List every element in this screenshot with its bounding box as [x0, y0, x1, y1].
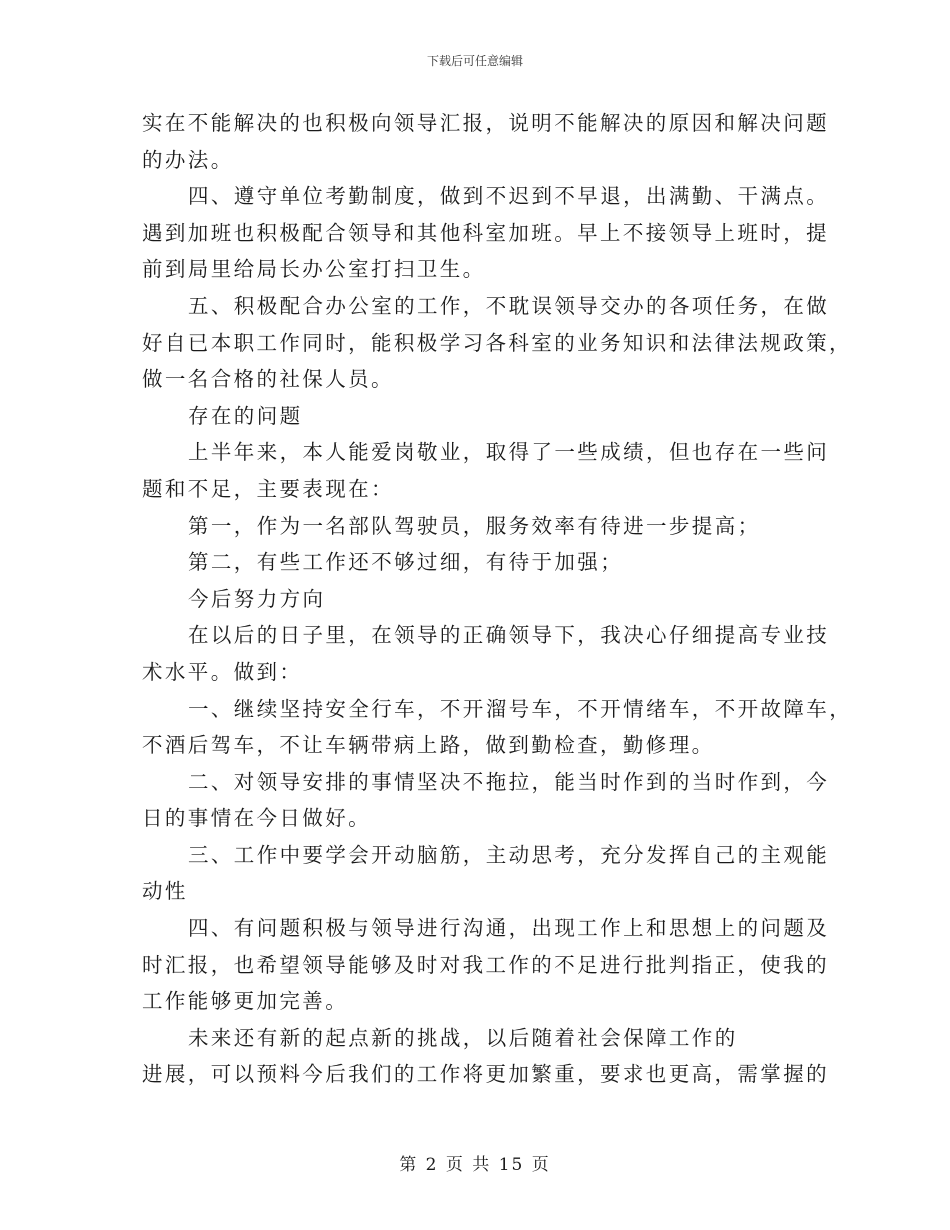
text-line: 上半年来，本人能爱岗敬业，取得了一些成绩，但也存在一些问	[188, 440, 830, 465]
text-line: 一、继续坚持安全行车，不开溜号车，不开情绪车，不开故障车，	[188, 696, 853, 721]
text-line: 第一，作为一名部队驾驶员，服务效率有待进一步提高；	[188, 513, 761, 538]
text-line: 题和不足，主要表现在：	[142, 476, 394, 501]
text-line: 遇到加班也积极配合领导和其他科室加班。早上不接领导上班时，提	[142, 220, 829, 245]
text-line: 未来还有新的起点新的挑战，以后随着社会保障工作的	[188, 1025, 738, 1050]
text-line: 的办法。	[142, 147, 234, 172]
section-heading: 存在的问题	[188, 403, 303, 428]
text-line: 在以后的日子里，在领导的正确领导下，我决心仔细提高专业技	[188, 623, 830, 648]
text-line: 动性	[142, 879, 188, 904]
page-number: 第 2 页 共 15 页	[399, 1155, 551, 1175]
text-line: 第二，有些工作还不够过细，有待于加强；	[188, 550, 624, 575]
text-line: 做一名合格的社保人员。	[142, 367, 394, 392]
text-line: 四、遵守单位考勤制度，做到不迟到不早退，出满勤、干满点。	[188, 184, 830, 209]
document-body	[142, 105, 853, 1093]
page-header: 下载后可任意编辑	[426, 54, 523, 68]
text-line: 进展，可以预料今后我们的工作将更加繁重，要求也更高，需掌握的	[142, 1062, 829, 1087]
section-heading: 今后努力方向	[188, 586, 326, 611]
text-line: 不酒后驾车，不让车辆带病上路，做到勤检查，勤修理。	[142, 733, 715, 758]
text-line: 四、有问题积极与领导进行沟通，出现工作上和思想上的问题及	[188, 916, 830, 941]
text-line: 二、对领导安排的事情坚决不拖拉，能当时作到的当时作到，今	[188, 769, 830, 794]
text-line: 好自已本职工作同时，能积极学习各科室的业务知识和法律法规政策，	[142, 330, 852, 355]
text-line: 日的事情在今日做好。	[142, 806, 371, 831]
text-line: 工作能够更加完善。	[142, 989, 349, 1014]
text-line: 术水平。做到：	[142, 659, 303, 684]
text-line: 三、工作中要学会开动脑筋，主动思考，充分发挥自己的主观能	[188, 842, 830, 867]
text-line: 时汇报，也希望领导能够及时对我工作的不足进行批判指正，使我的	[142, 952, 829, 977]
text-line: 前到局里给局长办公室打扫卫生。	[142, 257, 486, 282]
text-line: 实在不能解决的也积极向领导汇报，说明不能解决的原因和解决问题	[142, 111, 829, 135]
text-line: 五、积极配合办公室的工作，不耽误领导交办的各项任务，在做	[188, 293, 830, 318]
